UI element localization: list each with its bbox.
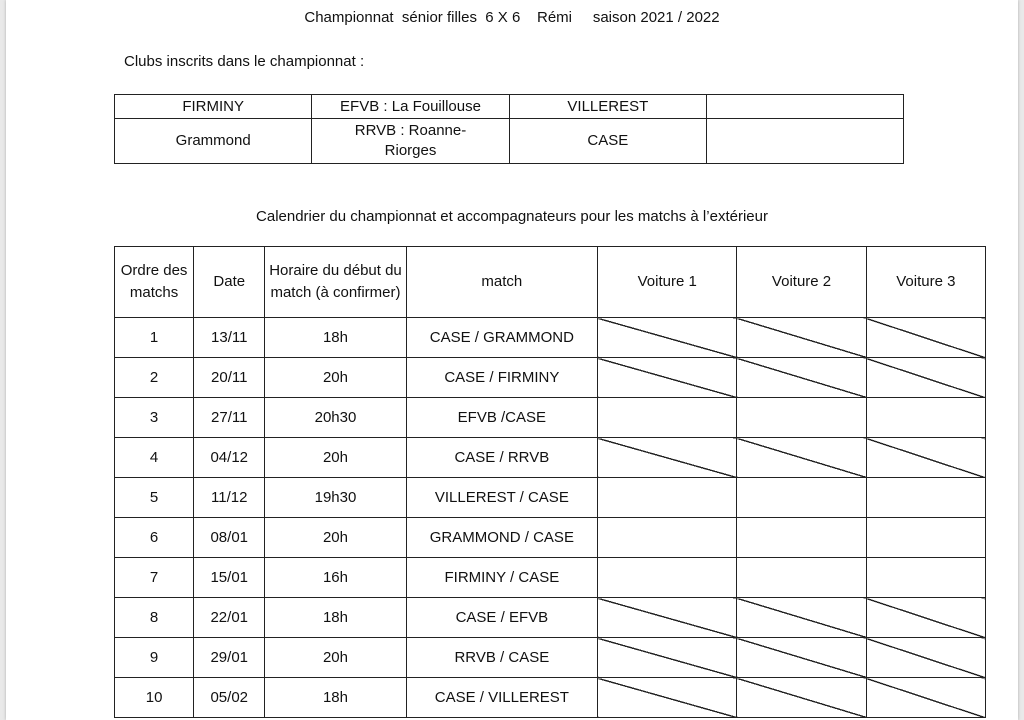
voiture-2-cell (737, 438, 866, 478)
header-ordre: Ordre des matchs (115, 247, 194, 318)
header-voiture-3: Voiture 3 (866, 247, 985, 318)
match-cell: CASE / VILLEREST (406, 678, 597, 718)
match-cell: CASE / FIRMINY (406, 358, 597, 398)
date-cell: 20/11 (194, 358, 265, 398)
calendar-table (114, 246, 986, 718)
match-cell: RRVB / CASE (406, 638, 597, 678)
voiture-1-cell (598, 558, 737, 598)
date-cell: 22/01 (194, 598, 265, 638)
club-cell: EFVB : La Fouillouse (312, 95, 509, 119)
club-cell: Grammond (115, 119, 312, 164)
date-cell: 27/11 (194, 398, 265, 438)
ordre-cell: 5 (115, 478, 194, 518)
voiture-1-cell (598, 438, 737, 478)
voiture-2-cell (737, 398, 866, 438)
horaire-cell: 20h30 (265, 398, 406, 438)
voiture-2-cell (737, 518, 866, 558)
ordre-cell: 7 (115, 558, 194, 598)
date-cell: 13/11 (194, 318, 265, 358)
ordre-cell: 9 (115, 638, 194, 678)
voiture-2-cell (737, 358, 866, 398)
voiture-3-cell (866, 398, 985, 438)
document-title: Championnat sénior filles 6 X 6 Rémi saison 2021 / 2022 (304, 9, 720, 26)
voiture-1-cell (598, 518, 737, 558)
clubs-heading: Clubs inscrits dans le championnat : (124, 53, 365, 70)
calendar-row (115, 358, 986, 398)
voiture-1-cell (598, 638, 737, 678)
calendar-row (115, 478, 986, 518)
match-cell: CASE / EFVB (406, 598, 597, 638)
date-cell: 08/01 (194, 518, 265, 558)
ordre-cell: 10 (115, 678, 194, 718)
calendar-row (115, 638, 986, 678)
clubs-row (115, 95, 904, 119)
voiture-2-cell (737, 598, 866, 638)
ordre-cell: 4 (115, 438, 194, 478)
ordre-cell: 2 (115, 358, 194, 398)
voiture-3-cell (866, 438, 985, 478)
calendar-row (115, 598, 986, 638)
horaire-cell: 20h (265, 518, 406, 558)
club-cell (707, 95, 904, 119)
calendar-body (115, 318, 986, 718)
match-cell: FIRMINY / CASE (406, 558, 597, 598)
voiture-2-cell (737, 638, 866, 678)
voiture-1-cell (598, 318, 737, 358)
header-horaire: Horaire du début du match (à confirmer) (265, 247, 406, 318)
clubs-table (114, 94, 904, 164)
document-page (6, 0, 1018, 720)
ordre-cell: 8 (115, 598, 194, 638)
calendar-row (115, 398, 986, 438)
voiture-1-cell (598, 398, 737, 438)
calendar-row (115, 558, 986, 598)
match-cell: CASE / RRVB (406, 438, 597, 478)
horaire-cell: 19h30 (265, 478, 406, 518)
date-cell: 15/01 (194, 558, 265, 598)
horaire-cell: 18h (265, 598, 406, 638)
calendar-row (115, 678, 986, 718)
horaire-cell: 18h (265, 318, 406, 358)
date-cell: 29/01 (194, 638, 265, 678)
date-cell: 05/02 (194, 678, 265, 718)
horaire-cell: 20h (265, 358, 406, 398)
voiture-1-cell (598, 678, 737, 718)
voiture-3-cell (866, 598, 985, 638)
voiture-3-cell (866, 318, 985, 358)
voiture-1-cell (598, 358, 737, 398)
ordre-cell: 6 (115, 518, 194, 558)
voiture-1-cell (598, 598, 737, 638)
voiture-2-cell (737, 318, 866, 358)
ordre-cell: 3 (115, 398, 194, 438)
voiture-3-cell (866, 678, 985, 718)
match-cell: CASE / GRAMMOND (406, 318, 597, 358)
date-cell: 11/12 (194, 478, 265, 518)
calendar-row (115, 518, 986, 558)
club-cell: FIRMINY (115, 95, 312, 119)
ordre-cell: 1 (115, 318, 194, 358)
calendar-row (115, 318, 986, 358)
voiture-2-cell (737, 678, 866, 718)
date-cell: 04/12 (194, 438, 265, 478)
voiture-3-cell (866, 638, 985, 678)
clubs-row (115, 119, 904, 164)
match-cell: GRAMMOND / CASE (406, 518, 597, 558)
match-cell: VILLEREST / CASE (406, 478, 597, 518)
horaire-cell: 18h (265, 678, 406, 718)
club-cell (707, 119, 904, 164)
horaire-cell: 20h (265, 438, 406, 478)
club-cell: VILLEREST (509, 95, 706, 119)
club-cell: CASE (509, 119, 706, 164)
header-voiture-1: Voiture 1 (598, 247, 737, 318)
voiture-2-cell (737, 478, 866, 518)
header-date: Date (194, 247, 265, 318)
horaire-cell: 20h (265, 638, 406, 678)
match-cell: EFVB /CASE (406, 398, 597, 438)
calendar-row (115, 438, 986, 478)
voiture-3-cell (866, 558, 985, 598)
horaire-cell: 16h (265, 558, 406, 598)
calendar-heading: Calendrier du championnat et accompagnateurs pour les matchs à l’extérieur (256, 208, 768, 225)
header-match: match (406, 247, 597, 318)
voiture-3-cell (866, 358, 985, 398)
calendar-header-row (115, 247, 986, 318)
voiture-3-cell (866, 478, 985, 518)
voiture-1-cell (598, 478, 737, 518)
header-voiture-2: Voiture 2 (737, 247, 866, 318)
voiture-2-cell (737, 558, 866, 598)
club-cell: RRVB : Roanne- Riorges (312, 119, 509, 164)
voiture-3-cell (866, 518, 985, 558)
